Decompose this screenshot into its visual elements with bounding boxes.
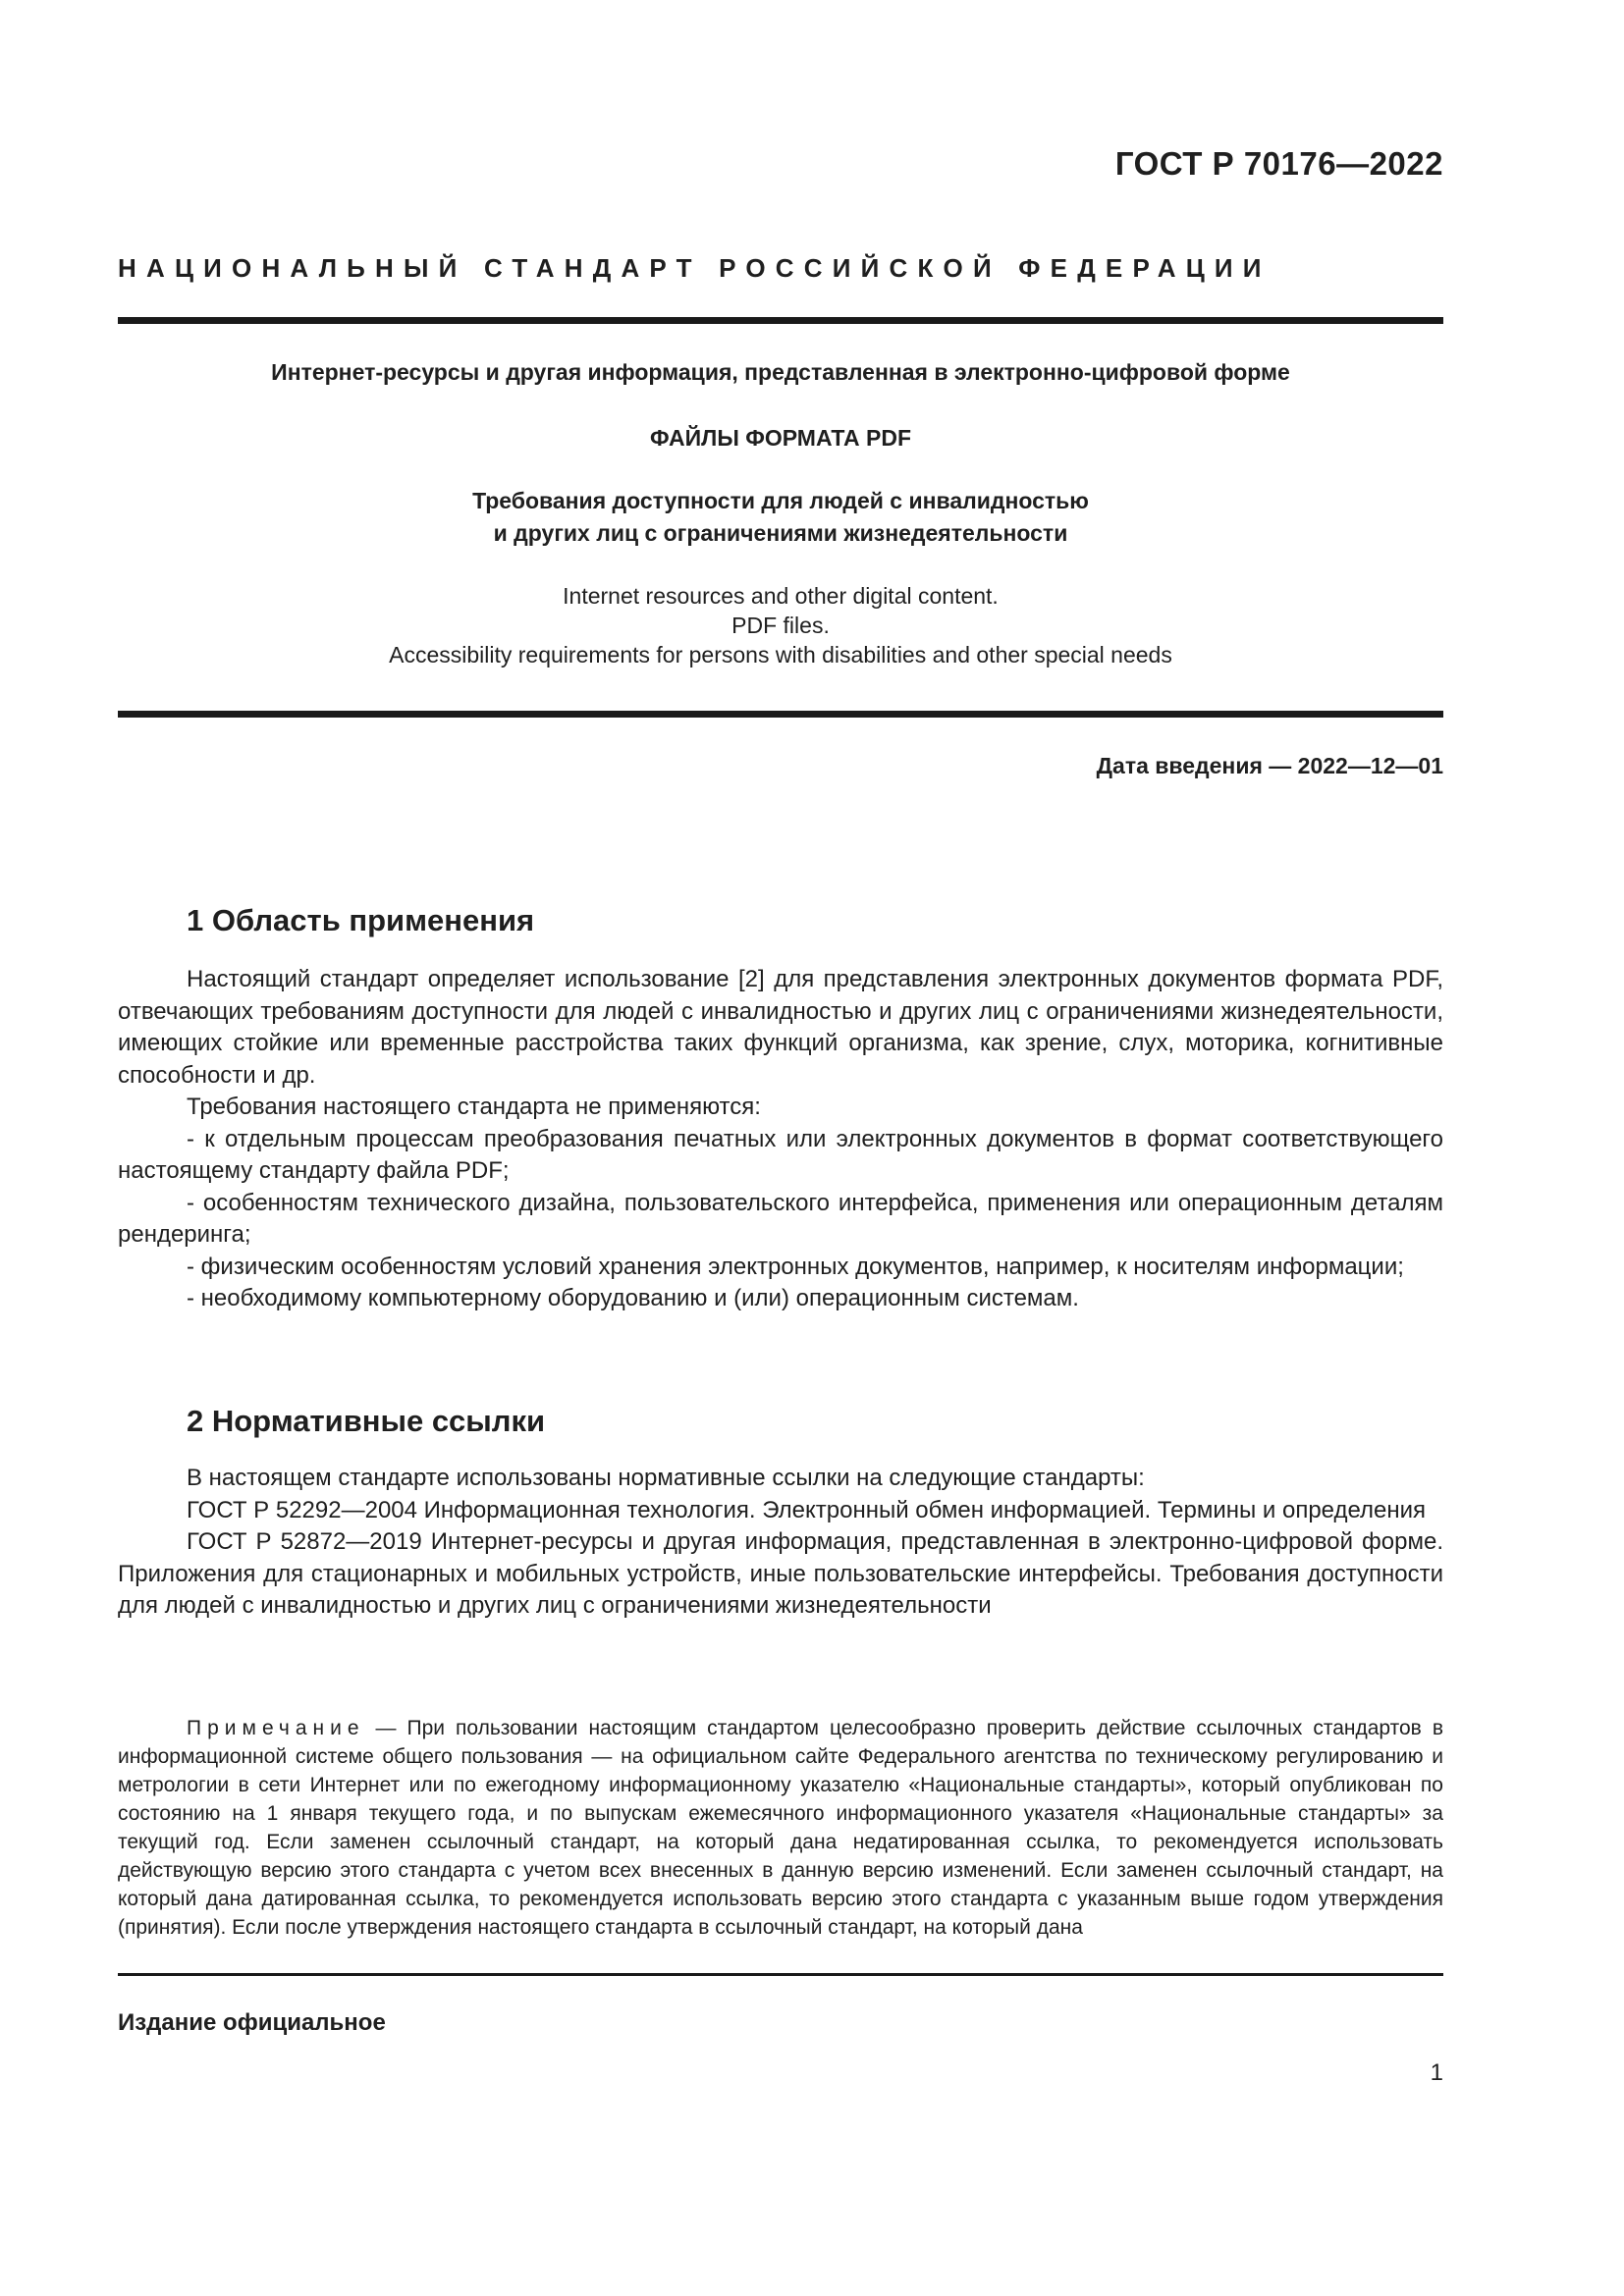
title-line-1: Интернет-ресурсы и другая информация, представленная в электронно-цифровой форме	[271, 359, 1290, 385]
list-item: - особенностям технического дизайна, пользовательского интерфейса, применения или операционным деталям рендеринга;	[118, 1189, 1443, 1248]
paragraph: Требования настоящего стандарта не применяются:	[187, 1094, 761, 1120]
page-number: 1	[1430, 2059, 1443, 2086]
paragraph: Настоящий стандарт определяет использование [2] для представления электронных документов формата PDF, отвечающих требованиям доступности для людей с инвалидностью и других лиц с ограничениями жизнедеятельности, имеющих стойкие или временные расстройства таких функций организма, как зрение, слух, моторика, когнитивные способности и др.	[118, 966, 1443, 1089]
footer-divider	[118, 1973, 1443, 1976]
official-edition-label: Издание официальное	[118, 2009, 386, 2036]
section-1-body	[118, 964, 1443, 1315]
title-line-2: ФАЙЛЫ ФОРМАТА PDF	[649, 425, 912, 451]
section-1-heading: 1 Область применения	[187, 903, 535, 937]
english-title-3: Accessibility requirements for persons with disabilities and other special needs	[389, 642, 1172, 667]
english-title-1: Internet resources and other digital content.	[563, 583, 999, 609]
section-2-heading: 2 Нормативные ссылки	[187, 1404, 546, 1438]
section-1	[118, 901, 1443, 940]
top-divider	[118, 317, 1443, 324]
reference-item: ГОСТ Р 52292—2004 Информационная технология. Электронный обмен информацией. Термины и определения	[187, 1496, 1427, 1523]
paragraph: В настоящем стандарте использованы нормативные ссылки на следующие стандарты:	[187, 1465, 1145, 1491]
list-item: - физическим особенностям условий хранения электронных документов, например, к носителям информации;	[187, 1253, 1404, 1280]
standard-designation: ГОСТ Р 70176—2022	[1114, 145, 1443, 182]
section-2-body	[118, 1463, 1443, 1623]
title-divider	[118, 711, 1443, 718]
english-title-2: PDF files.	[731, 613, 830, 638]
note-paragraph	[118, 1714, 1443, 1942]
section-2	[118, 1402, 1443, 1441]
list-item: - к отдельным процессам преобразования печатных или электронных документов в формат соответствующего настоящему стандарту файла PDF;	[118, 1125, 1443, 1184]
title-line-3b: и других лиц с ограничениями жизнедеятельности	[493, 520, 1068, 546]
list-item: - необходимому компьютерному оборудованию и (или) операционным системам.	[187, 1285, 1079, 1311]
note-label: Примечание	[187, 1717, 365, 1739]
introduction-date: Дата введения — 2022—12—01	[1096, 753, 1443, 778]
reference-item: ГОСТ Р 52872—2019 Интернет-ресурсы и другая информация, представленная в электронно-цифровой форме. Приложения для стационарных и мобильных устройств, иные пользовательские интерфейсы. Требования доступности для людей с инвалидностью и других лиц с ограничениями жизнедеятельности	[118, 1528, 1443, 1619]
note-block	[118, 1714, 1443, 1942]
national-standard-banner: НАЦИОНАЛЬНЫЙ СТАНДАРТ РОССИЙСКОЙ ФЕДЕРАЦИИ	[118, 253, 1272, 283]
note-text: — При пользовании настоящим стандартом целесообразно проверить действие ссылочных стандартов в информационной системе общего пользования — на официальном сайте Федерального агентства по техническому регулированию и метрологии в сети Интернет или по ежегодному информационному указателю «Национальные стандарты», который опубликован по состоянию на 1 января текущего года, и по выпускам ежемесячного информационного указателя «Национальные стандарты» за текущий год. Если заменен ссылочный стандарт, на который дана недатированная ссылка, то рекомендуется использовать действующую версию этого стандарта с учетом всех внесенных в данную версию изменений. Если заменен ссылочный стандарт, на который дана датированная ссылка, то рекомендуется использовать версию этого стандарта с указанным выше годом утверждения (принятия). Если после утверждения настоящего стандарта в ссылочный стандарт, на который дана	[118, 1717, 1443, 1939]
title-line-3a: Требования доступности для людей с инвалидностью	[472, 488, 1089, 513]
